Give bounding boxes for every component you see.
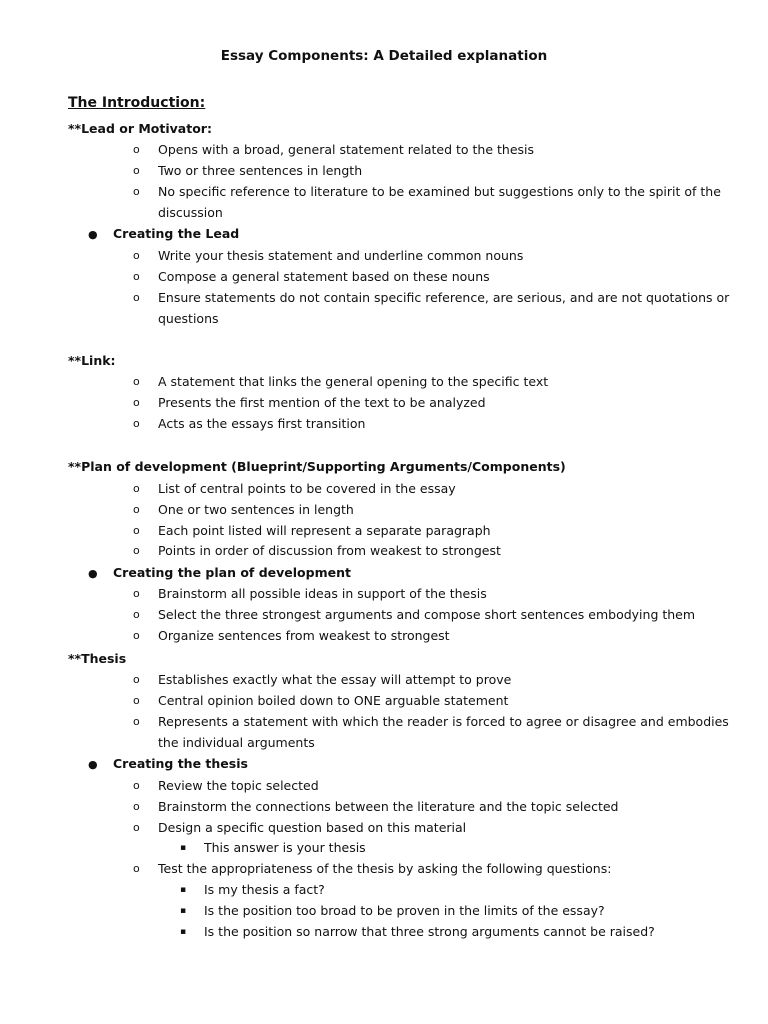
circle-bullet-icon: o — [133, 143, 140, 156]
bullet-icon: ● — [88, 758, 98, 771]
square-bullet-icon: ▪ — [180, 843, 187, 853]
circle-bullet-icon: o — [133, 608, 140, 621]
square-bullet-icon: ▪ — [180, 927, 187, 937]
bullet-icon: ● — [88, 228, 98, 241]
circle-bullet-icon: o — [133, 249, 140, 262]
circle-bullet-icon: o — [133, 503, 140, 516]
circle-bullet-icon: o — [133, 375, 140, 388]
circle-bullet-icon: o — [133, 694, 140, 707]
circle-bullet-icon: o — [133, 862, 140, 875]
bullet-icon: ● — [88, 567, 98, 580]
circle-bullet-icon: o — [133, 779, 140, 792]
circle-bullet-icon: o — [133, 544, 140, 557]
document-title: Essay Components: A Detailed explanation — [220, 48, 548, 64]
circle-bullet-icon: o — [133, 417, 140, 430]
circle-bullet-icon: o — [133, 185, 140, 198]
circle-bullet-icon: o — [133, 821, 140, 834]
circle-bullet-icon: o — [133, 164, 140, 177]
creating-plan-heading: ● Creating the plan of development — [88, 565, 351, 580]
circle-bullet-icon: o — [133, 800, 140, 813]
circle-bullet-icon: o — [133, 715, 140, 728]
plan-label: **Plan of development (Blueprint/Supporting Arguments/Components) — [68, 459, 566, 474]
lead-label: **Lead or Motivator: — [68, 121, 212, 136]
square-bullet-icon: ▪ — [180, 885, 187, 895]
circle-bullet-icon: o — [133, 482, 140, 495]
circle-bullet-icon: o — [133, 673, 140, 686]
circle-bullet-icon: o — [133, 396, 140, 409]
thesis-label: **Thesis — [68, 651, 127, 666]
circle-bullet-icon: o — [133, 587, 140, 600]
circle-bullet-icon: o — [133, 524, 140, 537]
circle-bullet-icon: o — [133, 291, 140, 304]
circle-bullet-icon: o — [133, 629, 140, 642]
creating-thesis-heading: ● Creating the thesis — [88, 756, 248, 771]
creating-lead-heading: ● Creating the Lead — [88, 226, 240, 241]
square-bullet-icon: ▪ — [180, 906, 187, 916]
section-heading-introduction: The Introduction: — [68, 95, 206, 111]
link-label: **Link: — [68, 353, 116, 368]
circle-bullet-icon: o — [133, 270, 140, 283]
document-page: Essay Components: A Detailed explanation The Introduction: **Lead or Motivator: o Opens with a broad, general statement related to the thesis o Two or three sentences in length o No specific reference to literature to be examined but suggestions only to the spirit of the discussion ● Creating the Lead o Write your thesis statement and underline common nouns o Compose a general statement based on these nouns o Ensure statements do not contain specific reference, are serious, and are not quotations or questions **Link: o A statement that links the general opening to the specific text o Presents the first mention of the text to be analyzed o Acts as the essays first transition **Plan of development (Blueprint/Supporting Arguments/Components) o List of central points to be covered in the essay o One or two sentences in length o Each point listed will represent a separate paragraph o Points in order of discussion from weakest to strongest ● Creating the plan of development o Brainstorm all possible ideas in support of the thesis o Select the three strongest arguments and compose short sentences embodying them o Organize sentences from weakest to strongest **Thesis o Establishes exactly what the essay will attempt to prove o Central opinion boiled down to ONE arguable statement o Represents a statement with which the reader is forced to agree or disagree and embodies the individual arguments ● Creating the thesis o Review the topic selected o Brainstorm the connections between the literature and the topic selected o Design a specific question based on this material ▪ This answer is your thesis o Test the appropriateness of the thesis by asking the following questions: ▪ Is my thesis a fact? ▪ Is the position too broad to be proven in the limits of the essay? ▪ Is the position so narrow that three strong arguments cannot be raised? — [0, 0, 768, 1024]
